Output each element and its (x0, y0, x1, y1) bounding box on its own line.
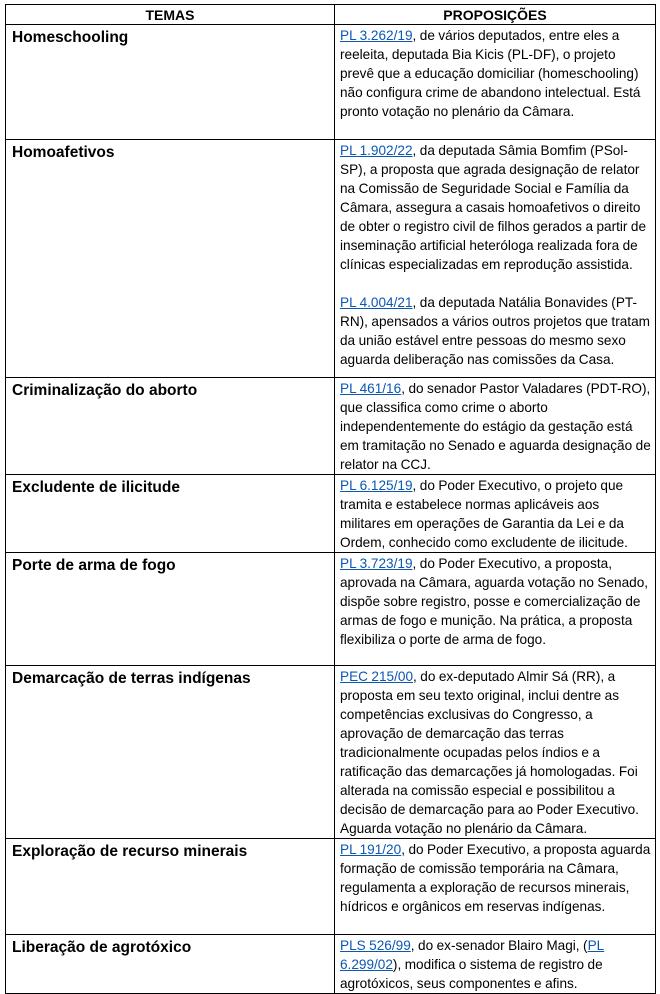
tema-porte-arma: Porte de arma de fogo (6, 553, 335, 666)
proposicao-paragraph (340, 379, 651, 474)
table-row (6, 553, 656, 666)
header-proposicoes: PROPOSIÇÕES (335, 5, 656, 25)
proposicao-cell (335, 553, 656, 666)
proposicao-text: , de vários deputados, entre eles a reeleita, deputada Bia Kicis (PL-DF), o projeto prevê que a educação domiciliar (homeschooling) não configura crime de abandono intelectual. Está pronto votação no plenário da Câmara. (340, 28, 641, 119)
proposicao-text: , da deputada Sâmia Bomfim (PSol-SP), a proposta que agrada designação de relator na Comissão de Seguridade Social e Família da Câmara, assegura a casais homoafetivos o direito de obter o registro civil de filhos gerados a partir de inseminação artificial heteróloga realizada fora de clínicas especializadas em reprodução assistida. (340, 143, 647, 272)
proposicao-paragraph (340, 554, 651, 649)
bill-link[interactable]: PLS 526/99 (340, 938, 411, 953)
proposicao-cell (335, 378, 656, 475)
proposicao-text: , do ex-senador Blairo Magi, ( (410, 938, 588, 953)
proposicao-text: , da deputada Natália Bonavides (PT-RN), apensados a vários outros projetos que tratam da união estável entre pessoas do mesmo sexo aguarda deliberação nas comissões da Casa. (340, 295, 650, 367)
bill-link[interactable]: PL 4.004/21 (340, 295, 413, 310)
proposicao-paragraph (340, 840, 651, 916)
proposicao-cell (335, 140, 656, 378)
proposicao-paragraph (340, 667, 651, 838)
proposicao-text: , do Poder Executivo, a proposta aguarda formação de comissão temporária na Câmara, regulamenta a exploração de recursos minerais, hídricos e orgânicos em reservas indígenas. (340, 842, 651, 914)
proposicao-cell (335, 935, 656, 994)
tema-demarcacao-terras: Demarcação de terras indígenas (6, 666, 335, 839)
proposicao-cell (335, 25, 656, 140)
bill-link[interactable]: PL 3.723/19 (340, 556, 413, 571)
table-row (6, 140, 656, 378)
tema-liberacao-agrotoxico: Liberação de agrotóxico (6, 935, 335, 994)
bill-link[interactable]: PL 191/20 (340, 842, 402, 857)
proposicao-paragraph (340, 141, 651, 274)
proposicao-text: , do ex-deputado Almir Sá (RR), a proposta em seu texto original, inclui dentre as competências exclusivas do Congresso, a aprovação de demarcação das terras tradicionalmente ocupadas pelos índios e a ratificação das demarcações já homologadas. Foi alterada na comissão especial e possibilitou a decisão de demarcação para ao Poder Executivo. Aguarda votação no plenário da Câmara. (340, 669, 639, 836)
proposicao-paragraph (340, 476, 651, 552)
tema-homeschooling: Homeschooling (6, 25, 335, 140)
proposicao-paragraph (340, 293, 651, 369)
proposicao-text: ), modifica o sistema de registro de agrotóxicos, seus componentes e afins. (340, 957, 603, 991)
bill-link[interactable]: PL 6.299/02 (340, 938, 605, 972)
header-temas: TEMAS (6, 5, 335, 25)
proposicao-cell (335, 666, 656, 839)
proposicao-text: , do senador Pastor Valadares (PDT-RO), que classifica como crime o aborto independentemente do estágio da gestação está em tramitação no Senado e aguarda designação de relator na CCJ. (340, 381, 651, 472)
table-row (6, 935, 656, 994)
table-row (6, 839, 656, 935)
bill-link[interactable]: PL 3.262/19 (340, 28, 413, 43)
tema-criminalizacao-aborto: Criminalização do aborto (6, 378, 335, 475)
proposicao-text: , do Poder Executivo, o projeto que tramita e estabelece normas aplicáveis aos militares em operações de Garantia da Lei e da Ordem, conhecido como excludente de ilicitude. (340, 478, 628, 550)
tema-homoafetivos: Homoafetivos (6, 140, 335, 378)
table-row (6, 378, 656, 475)
proposicao-text: , do Poder Executivo, a proposta, aprovada na Câmara, aguarda votação no Senado, dispõe sobre registro, posse e comercialização de armas de fogo e munição. Na prática, a proposta flexibiliza o porte de arma de fogo. (340, 556, 649, 647)
proposicao-paragraph (340, 936, 651, 993)
proposicao-paragraph (340, 26, 651, 121)
table-row (6, 475, 656, 553)
proposicao-cell (335, 475, 656, 553)
proposicao-cell (335, 839, 656, 935)
tema-exploracao-minerais: Exploração de recurso minerais (6, 839, 335, 935)
tema-excludente-ilicitude: Excludente de ilicitude (6, 475, 335, 553)
bill-link[interactable]: PL 1.902/22 (340, 143, 413, 158)
paragraph-gap (340, 274, 651, 293)
propositions-table (5, 4, 656, 994)
bill-link[interactable]: PL 6.125/19 (340, 478, 413, 493)
bill-link[interactable]: PEC 215/00 (340, 669, 414, 684)
table-row (6, 25, 656, 140)
table-row (6, 666, 656, 839)
table-header-row (6, 5, 656, 25)
bill-link[interactable]: PL 461/16 (340, 381, 402, 396)
